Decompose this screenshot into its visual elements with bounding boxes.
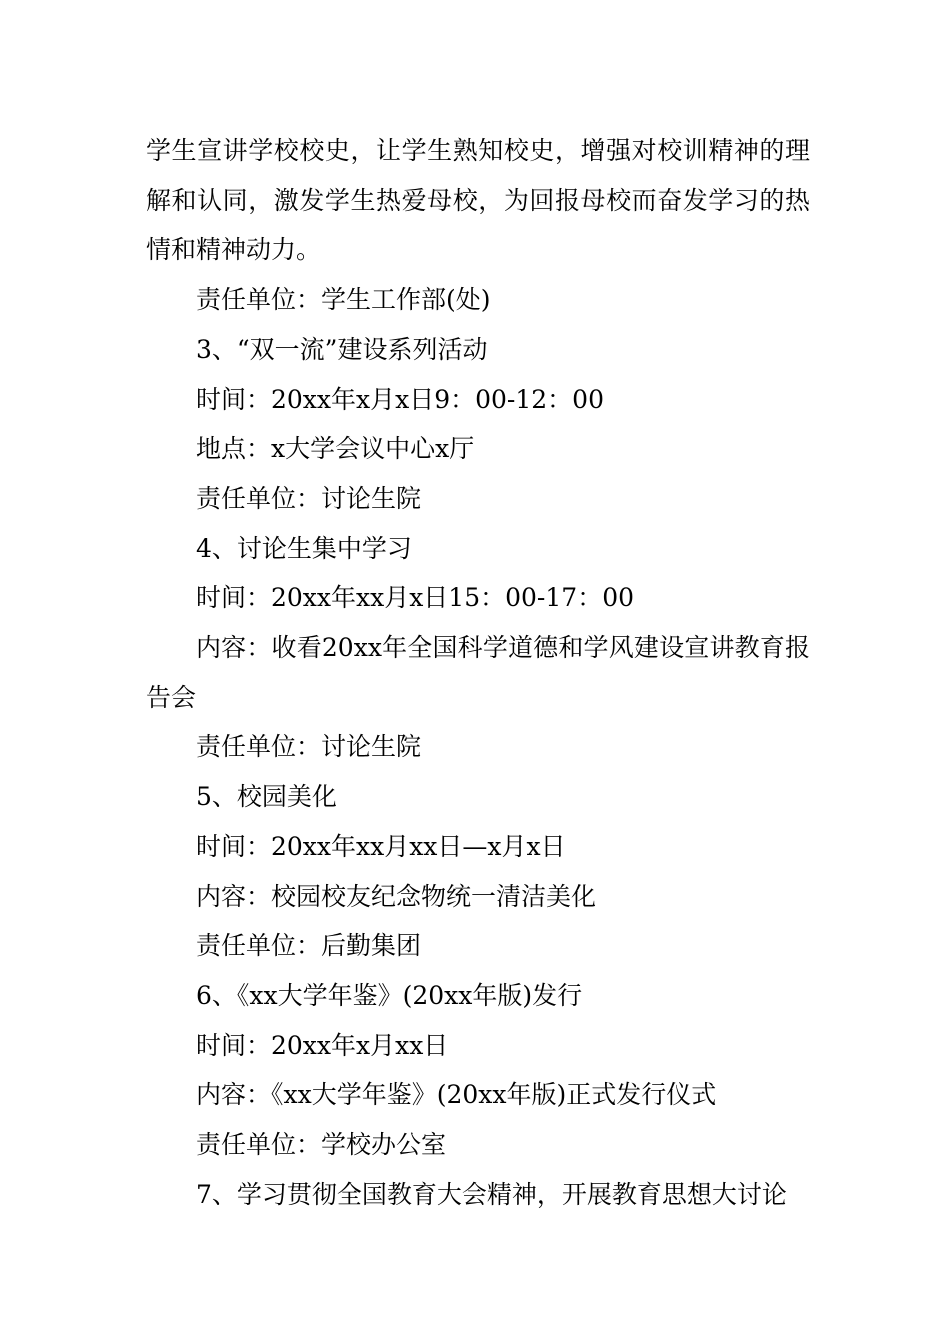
paragraph-content: 内容：收看20xx年全国科学道德和学风建设宣讲教育报告会 (146, 633, 810, 712)
section-heading-4: 4、讨论生集中学习 (196, 533, 412, 563)
paragraph-responsible-unit: 责任单位：讨论生院 (196, 732, 422, 762)
section-heading-3: 3、“双一流”建设系列活动 (196, 334, 488, 364)
paragraph-school-history: 学生宣讲学校校史，让学生熟知校史，增强对校训精神的理解和认同，激发学生热爱母校，为回报母校而奋发学习的热情和精神动力。 (146, 136, 810, 265)
paragraph-content: 内容：《xx大学年鉴》(20xx年版)正式发行仪式 (196, 1080, 717, 1110)
section-heading-5: 5、校园美化 (196, 782, 337, 812)
paragraph-responsible-unit: 责任单位：后勤集团 (196, 931, 422, 961)
paragraph-location: 地点：x大学会议中心x厅 (196, 434, 475, 464)
paragraph-time: 时间：20xx年xx月xx日—x月x日 (196, 831, 566, 861)
paragraph-responsible-unit: 责任单位：学校办公室 (196, 1130, 447, 1160)
paragraph-time: 时间：20xx年x月x日9：00-12：00 (196, 384, 604, 414)
paragraph-time: 时间：20xx年xx月x日15：00-17：00 (196, 583, 635, 613)
paragraph-content: 内容：校园校友纪念物统一清洁美化 (196, 881, 597, 911)
paragraph-responsible-unit: 责任单位：学生工作部(处) (196, 285, 491, 315)
section-heading-6: 6、《xx大学年鉴》(20xx年版)发行 (196, 980, 583, 1010)
section-heading-7: 7、学习贯彻全国教育大会精神，开展教育思想大讨论 (196, 1179, 787, 1209)
paragraph-responsible-unit: 责任单位：讨论生院 (196, 483, 422, 513)
paragraph-time: 时间：20xx年x月xx日 (196, 1030, 449, 1060)
document-body (146, 126, 810, 1219)
